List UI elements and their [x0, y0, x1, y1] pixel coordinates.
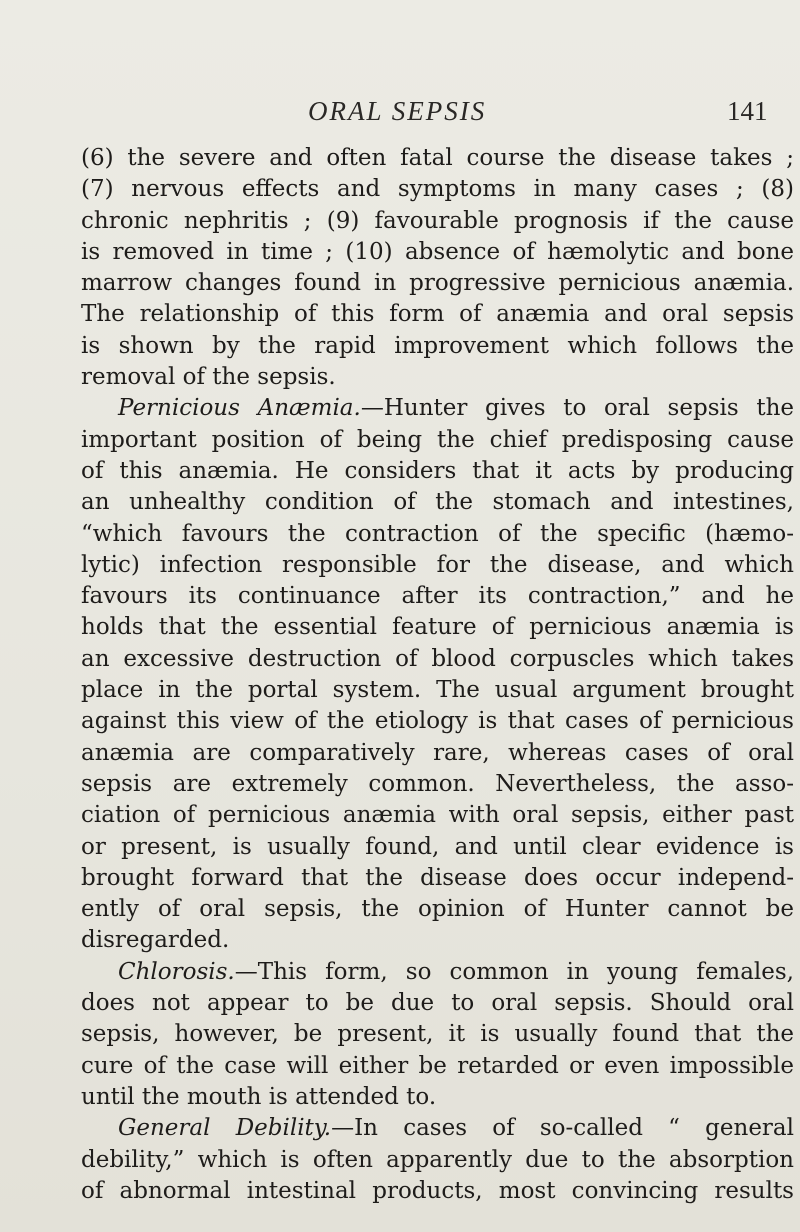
text-line: ciation of pernicious anæmia with oral sepsis, either past: [81, 802, 794, 829]
text-line: against this view of the etiology is that cases of pernicious: [81, 708, 794, 735]
text-line: anæmia are comparatively rare, whereas cases of oral: [81, 739, 794, 766]
text-line: —Hunter gives to oral sepsis the: [360, 395, 794, 422]
page-number: 141: [727, 96, 768, 126]
section-heading-pernicious-anaemia: Pernicious Anæmia.: [118, 395, 361, 422]
text-line: removal of the sepsis.: [81, 364, 336, 391]
text-line: place in the portal system. The usual argument brought: [81, 677, 794, 704]
text-line: ently of oral sepsis, the opinion of Hunter cannot be: [81, 896, 794, 923]
text-line: (7) nervous effects and symptoms in many cases ; (8): [81, 176, 794, 203]
text-line: of abnormal intestinal products, most convincing results: [81, 1177, 794, 1204]
text-line: does not appear to be due to oral sepsis. Should oral: [81, 990, 794, 1017]
text-line: holds that the essential feature of pernicious anæmia is: [81, 614, 794, 641]
section-heading-general-debility: General Debility.: [118, 1115, 332, 1142]
text-line: favours its continuance after its contraction,” and he: [81, 583, 794, 610]
text-line: an excessive destruction of blood corpuscles which takes: [81, 645, 794, 672]
text-line: (6) the severe and often fatal course the disease takes ;: [81, 145, 794, 171]
paragraph-start-general-debility: [81, 1113, 794, 1144]
text-line: is shown by the rapid improvement which follows the: [81, 332, 794, 359]
text-line: “which favours the contraction of the specific (hæmo-: [81, 520, 794, 547]
text-line: —In cases of so-called “ general: [331, 1115, 794, 1142]
text-line: chronic nephritis ; (9) favourable prognosis if the cause: [81, 207, 794, 234]
text-line: lytic) infection responsible for the disease, and which: [81, 551, 794, 578]
text-line: of this anæmia. He considers that it acts by producing: [81, 457, 794, 484]
text-line: The relationship of this form of anæmia and oral sepsis: [81, 301, 794, 328]
text-line: cure of the case will either be retarded or even impossible: [81, 1052, 794, 1079]
text-body: [81, 143, 794, 1207]
running-head: [0, 96, 800, 132]
text-line: sepsis are extremely common. Nevertheless, the asso-: [81, 770, 794, 797]
paragraph-start-chlorosis: [81, 957, 794, 988]
text-line: marrow changes found in progressive pernicious anæmia.: [81, 270, 794, 297]
text-line: sepsis, however, be present, it is usually found that the: [81, 1021, 794, 1048]
paragraph-start-pernicious-anaemia: [81, 393, 794, 424]
text-line: is removed in time ; (10) absence of hæmolytic and bone: [81, 238, 794, 265]
section-heading-chlorosis: Chlorosis.: [118, 958, 235, 985]
running-title: ORAL SEPSIS: [308, 96, 487, 126]
text-line: disregarded.: [81, 927, 230, 954]
text-line: important position of being the chief predisposing cause: [81, 426, 794, 453]
text-line: or present, is usually found, and until clear evidence is: [81, 833, 794, 860]
text-line: until the mouth is attended to.: [81, 1083, 437, 1110]
text-line: debility,” which is often apparently due to the absorption: [81, 1146, 794, 1173]
text-line: an unhealthy condition of the stomach and intestines,: [81, 489, 794, 516]
text-line: brought forward that the disease does occur independ-: [81, 864, 794, 891]
text-line: —This form, so common in young females,: [234, 958, 794, 985]
